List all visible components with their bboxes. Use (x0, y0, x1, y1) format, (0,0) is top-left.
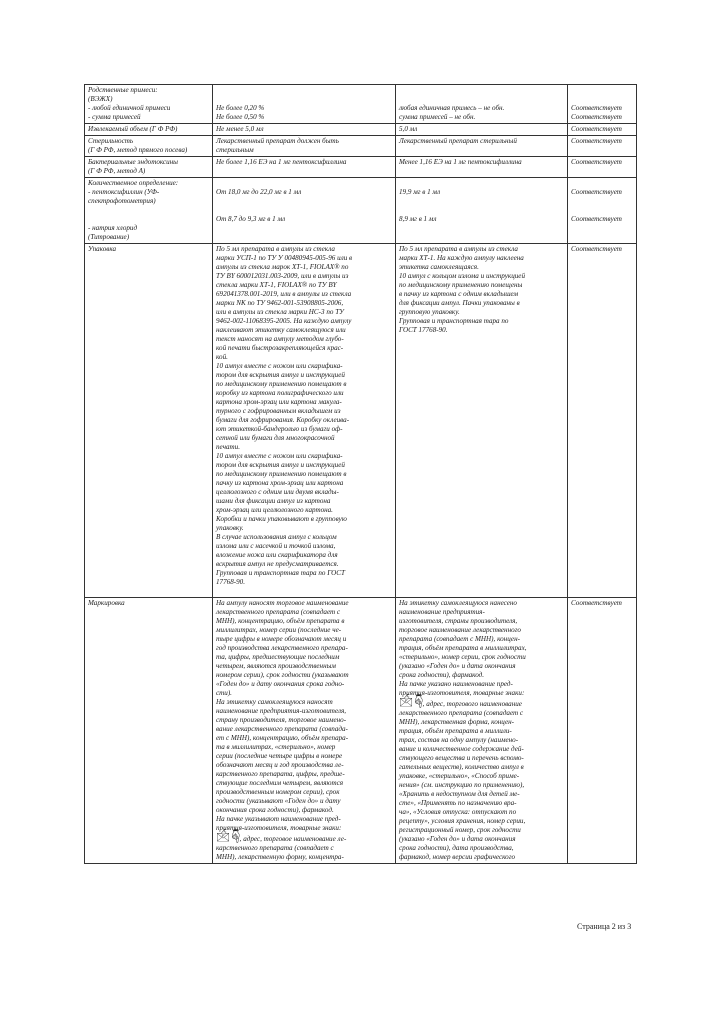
text-line: бумаги для гофрирования. Коробку оклеива- (216, 416, 350, 424)
text-line: рецепту», условия хранения, номер серии, (399, 817, 526, 825)
text-line: - любой единичной примеси (88, 104, 171, 112)
table-cell-col4 (568, 85, 637, 124)
text-line: четырем, являются производственным (216, 662, 336, 670)
blank-line (571, 95, 633, 104)
text-line: 10 ампул вместе с ножом или скарифика- (216, 362, 343, 370)
text-line: Соответствует (571, 599, 622, 607)
text-line: сте», «Применять по назначению вра- (399, 799, 517, 807)
text-line: вскрытия ампул не предусматривается. (216, 560, 339, 568)
text-line: Бактериальные эндотоксины (88, 158, 178, 166)
text-line: ГОСТ 17768-90. (399, 326, 448, 334)
text-line: МНН), концентрацию, объём препарата в (216, 617, 345, 625)
text-line: От 8,7 до 9,3 мг в 1 мл (216, 215, 286, 223)
table-cell-col2 (213, 178, 396, 244)
text-line: наименование предприятия-изготовителя, (216, 707, 347, 715)
table-row (85, 157, 637, 178)
text-line: или в ампулы из стекла марки НС-3 по ТУ (216, 308, 344, 316)
text-line: марки NK по ТУ 9462-001-53908805-2006, (216, 299, 344, 307)
text-line: Количественное определение: (88, 179, 179, 187)
text-line: шами для фиксации ампул из картона (216, 497, 331, 505)
trademark-icon: 🖄 ☟ (399, 695, 423, 709)
table-cell-col3 (396, 178, 568, 244)
text-line: (указано «Годен до» и дата окончания (399, 835, 516, 843)
table-cell-col2 (213, 85, 396, 124)
text-line: ампулы из стекла марок ХТ-1, FIOLAX® по (216, 263, 349, 271)
text-line: (Титрование) (88, 233, 130, 241)
table-cell-col1 (85, 244, 213, 598)
text-line: наименование предприятия- (399, 608, 485, 616)
text-line: ча», «Условия отпуска: отпускают по (399, 808, 517, 816)
text-line: Упаковка (88, 245, 117, 253)
table-cell-col4 (568, 136, 637, 157)
text-line: миллилитрах, номер серии (последние че- (216, 626, 342, 634)
text-line: 🖄 ☟, адрес, торгового наименование (399, 695, 522, 709)
table-cell-col1 (85, 136, 213, 157)
text-line: вложение ножа или скарификатора для (216, 551, 338, 559)
text-line: На пачке указано наименование пред- (399, 680, 513, 688)
text-line: 10 ампул с кольцом излома и инструкцией (399, 272, 525, 280)
text-line: Соответствует (571, 188, 622, 196)
text-line: Лекарственный препарат стерильный (399, 137, 517, 145)
text-line: серии (последние четыре цифры в номере (216, 752, 343, 760)
text-line: карственного препарата, цифры, предше- (216, 770, 345, 778)
text-line: годности (указывают «Годен до» и дату (216, 797, 341, 805)
text-line: приятия-изготовителя, товарные знаки: (399, 689, 525, 697)
text-line: производственным номером серии), срок (216, 788, 340, 796)
text-line: спектрофотометрия) (88, 197, 156, 205)
text-line: На пачке указывают наименование пред- (216, 815, 341, 823)
text-line: турного с гофрированным вкладышем из (216, 407, 341, 415)
text-line: групповую упаковку. (399, 308, 460, 316)
text-line: На этикетку самоклеящуюся наносят (216, 698, 333, 706)
text-line: марки ХТ-1. На каждую ампулу наклеена (399, 254, 524, 262)
text-line: ет с МНН), концентрацию, объём препара- (216, 734, 349, 742)
table-cell-col3 (396, 136, 568, 157)
blank-line (399, 197, 564, 206)
blank-line (399, 206, 564, 215)
blank-line (571, 206, 633, 215)
page-number: Страница 2 из 3 (577, 922, 632, 931)
quality-spec-table (84, 84, 637, 864)
text-line: Маркировка (88, 599, 125, 607)
text-line: сумма примесей – не обн. (399, 113, 476, 121)
table-cell-col1 (85, 85, 213, 124)
text-line: Не более 1,16 ЕЭ на 1 мг пентоксифиллина (216, 158, 347, 166)
text-line: хром-эрзац или целлюлозного картона. (216, 506, 333, 514)
blank-line (571, 197, 633, 206)
text-line: «стерильно», номер серии, срок годности (399, 653, 526, 661)
text-line: Соответствует (571, 158, 622, 166)
text-line: обозначают месяц и год производства ле- (216, 761, 344, 769)
table-cell-col3 (396, 598, 568, 864)
text-line: По 5 мл препарата в ампулы из стекла (399, 245, 518, 253)
table-row (85, 85, 637, 124)
text-line: марки УСП-1 по ТУ У 00480945-005-96 или в (216, 254, 353, 262)
text-line: окончания срока годности), фармакод. (216, 806, 334, 814)
text-line: трах, состав на одну ампулу (наимено- (399, 736, 519, 744)
text-line: картона хром-эрзац или картона макула- (216, 398, 342, 406)
text-line: целлюлозного с одним или двумя вклады- (216, 488, 339, 496)
text-line: (указано «Годен до» и дата окончания (399, 662, 516, 670)
text-line: пачку из картона хром-эрзац или картона (216, 479, 344, 487)
text-line: Соответствует (571, 104, 622, 112)
text-line: кой печати быстрозакрепляющейся крас- (216, 344, 344, 352)
blank-line (571, 86, 633, 95)
text-line: наклеивают этикетку самоклеящуюся или (216, 326, 346, 334)
text-line: 17768-90. (216, 578, 245, 586)
text-line: трация, объём препарата в миллили- (399, 727, 512, 735)
text-line: (Г Ф РФ, метод А) (88, 167, 146, 175)
text-line: тыре цифры в номере обозначают месяц и (216, 635, 347, 643)
text-line: печати. (216, 443, 240, 451)
text-line: ТУ BY 600012031.003-2009, или в ампулы из (216, 272, 349, 280)
text-line: На этикетку самоклеящуюся нанесено (399, 599, 517, 607)
text-line: изготовителя, страны производителя, (399, 617, 518, 625)
text-line: Извлекаемый объем (Г Ф РФ) (88, 125, 178, 133)
text-line: Соответствует (571, 125, 622, 133)
table-cell-col2 (213, 136, 396, 157)
text-line: кой. (216, 353, 228, 361)
blank-line (216, 197, 392, 206)
text-line: ют этикеткой-бандеролью из бумаги оф- (216, 425, 343, 433)
text-line: МНН), лекарственную форму, концентра- (216, 853, 344, 861)
text-line: Групповая и транспортная тара по (399, 317, 509, 325)
text-line: МНН), лекарственная форма, концен- (399, 718, 515, 726)
table-row (85, 178, 637, 244)
text-line: 9462-002-11068395-2005. На каждую ампулу (216, 317, 352, 325)
text-line: 10 ампул вместе с ножом или скарифика- (216, 452, 343, 460)
text-line: препарата (совпадает с МНН), концен- (399, 635, 520, 643)
table-row (85, 136, 637, 157)
table-cell-col3 (396, 157, 568, 178)
text-line: - натрия хлорид (88, 224, 138, 232)
document-sheet (84, 84, 636, 864)
text-line: лекарственного препарата (совпадает с (216, 608, 341, 616)
table-cell-col1 (85, 598, 213, 864)
text-line: ствующие последним четырем, являются (216, 779, 344, 787)
text-line: Коробки и пачки упаковывают в групповую (216, 515, 347, 523)
table-cell-col4 (568, 244, 637, 598)
text-line: 8,9 мг в 1 мл (399, 215, 437, 223)
text-line: Соответствует (571, 137, 622, 145)
text-line: вание лекарственного препарата (совпада- (216, 725, 348, 733)
table-cell-col3 (396, 124, 568, 136)
text-line: 692041378.001-2019, или в ампулы из стекла (216, 290, 352, 298)
blank-line (88, 215, 209, 224)
text-line: излома или с насечкой и точкой излома, (216, 542, 336, 550)
table-row (85, 598, 637, 864)
text-line: 5,0 мл (399, 125, 418, 133)
text-line: Стерильность (88, 137, 134, 145)
text-line: стерильным (216, 146, 254, 154)
text-line: та, цифры, предшествующие последним (216, 653, 340, 661)
text-line: гательных веществ), количество ампул в (399, 763, 524, 771)
text-line: ствующего вещества и перечень вспомо- (399, 754, 524, 762)
text-line: тором для вскрытия ампул и инструкцией (216, 371, 345, 379)
table-row (85, 244, 637, 598)
table-cell-col4 (568, 124, 637, 136)
text-line: От 18,0 мг до 22,0 мг в 1 мл (216, 188, 302, 196)
blank-line (399, 95, 564, 104)
text-line: тором для вскрытия ампул и инструкцией (216, 461, 345, 469)
text-line: 🖄 ☟, адрес, торговое наименование ле- (216, 830, 347, 844)
text-line: Не менее 5,0 мл (216, 125, 264, 133)
blank-line (571, 179, 633, 188)
text-line: На ампулу наносят торговое наименование (216, 599, 349, 607)
text-line: 19,9 мг в 1 мл (399, 188, 441, 196)
blank-line (216, 95, 392, 104)
table-cell-col1 (85, 124, 213, 136)
text-line: упаковке, «стерильно», «Способ приме- (399, 772, 520, 780)
text-line: торговое наименование лекарственного (399, 626, 521, 634)
text-line: (Г Ф РФ, метод прямого посева) (88, 146, 188, 154)
text-line: Не более 0,20 % (216, 104, 265, 112)
text-line: регистрационный номер, срок годности (399, 826, 521, 834)
text-line: сетной или бумаги для многокрасочной (216, 434, 335, 442)
trademark-icon: 🖄 ☟ (216, 830, 240, 844)
text-line: трация, объём препарата в миллилитрах, (399, 644, 527, 652)
text-line: год производства лекарственного препара- (216, 644, 348, 652)
table-cell-col4 (568, 598, 637, 864)
text-line: срока годности), фармакод. (399, 671, 485, 679)
text-line: этикетка самоклеящаяся. (399, 263, 479, 271)
text-line: Лекарственный препарат должен быть (216, 137, 339, 145)
text-line: Групповая и транспортная тара по ГОСТ (216, 569, 345, 577)
text-line: В случае использования ампул с кольцом (216, 533, 337, 541)
table-cell-col3 (396, 85, 568, 124)
text-line: любая единичная примесь – не обн. (399, 104, 505, 112)
text-line: «Хранить в недоступном для детей ме- (399, 790, 520, 798)
text-line: «Годен до» и дату окончания срока годно- (216, 680, 345, 688)
text-line: - сумма примесей (88, 113, 141, 121)
text-line: лекарственного препарата (совпадает с (399, 709, 524, 717)
text-line: по медицинскому применению помещают в (216, 470, 347, 478)
table-cell-col4 (568, 178, 637, 244)
table-cell-col2 (213, 124, 396, 136)
text-line: Соответствует (571, 113, 622, 121)
blank-line (88, 206, 209, 215)
text-line: фармакод, номер версии графического (399, 853, 516, 861)
table-cell-col4 (568, 157, 637, 178)
text-line: нения» (см. инструкцию по применению), (399, 781, 525, 789)
text-line: в пачку из картона с одним вкладышем (399, 290, 519, 298)
table-cell-col2 (213, 598, 396, 864)
text-line: Не более 0,50 % (216, 113, 265, 121)
text-line: для фиксации ампул. Пачки упакованы в (399, 299, 520, 307)
text-line: та в миллилитрах, «стерильно», номер (216, 743, 336, 751)
text-line: Менее 1,16 ЕЭ на 1 мг пентоксифиллина (399, 158, 522, 166)
blank-line (216, 86, 392, 95)
blank-line (216, 179, 392, 188)
text-line: упаковку. (216, 524, 244, 532)
text-line: срока годности), дата производства, (399, 844, 514, 852)
table-cell-col1 (85, 157, 213, 178)
text-line: - пентоксифиллин (УФ- (88, 188, 160, 196)
text-line: приятия-изготовителя, товарные знаки: (216, 824, 342, 832)
text-line: стекла марки ХТ-1, FIOLAX® по ТУ BY (216, 281, 337, 289)
table-cell-col2 (213, 157, 396, 178)
table-cell-col3 (396, 244, 568, 598)
text-line: вание и количественное содержание дей- (399, 745, 524, 753)
table-cell-col2 (213, 244, 396, 598)
text-line: по медицинскому применению помещают в (216, 380, 347, 388)
text-line: карственного препарата (совпадает с (216, 844, 334, 852)
blank-line (399, 179, 564, 188)
blank-line (399, 86, 564, 95)
text-line: номером серии), срок годности (указывают (216, 671, 349, 679)
text-line: коробку из картона полиграфического или (216, 389, 344, 397)
text-line: сти). (216, 689, 232, 697)
text-line: Родственные примеси: (88, 86, 158, 94)
text-line: страну производителя, торговое наимено- (216, 716, 347, 724)
blank-line (216, 206, 392, 215)
text-line: (ВЭЖХ) (88, 95, 113, 103)
text-line: По 5 мл препарата в ампулы из стекла (216, 245, 335, 253)
text-line: по медицинскому применению помещены (399, 281, 523, 289)
text-line: текст наносят на ампулу методом глубо- (216, 335, 344, 343)
table-cell-col1 (85, 178, 213, 244)
text-line: Соответствует (571, 215, 622, 223)
table-row (85, 124, 637, 136)
text-line: Соответствует (571, 245, 622, 253)
